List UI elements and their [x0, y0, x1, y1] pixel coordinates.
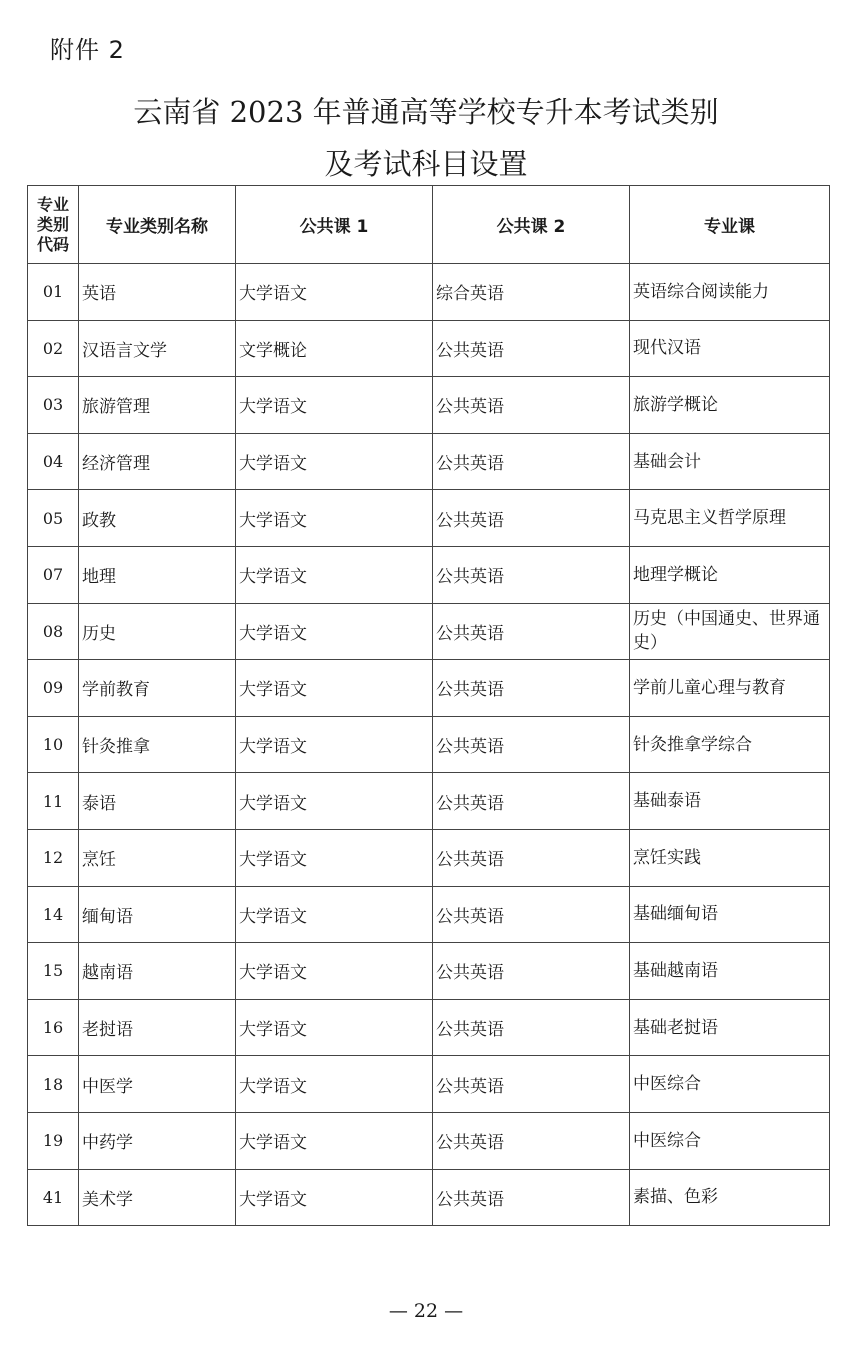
table-row — [28, 886, 830, 943]
table-row — [28, 716, 830, 773]
cell-major: 烹饪实践 — [630, 829, 830, 886]
cell-code: 05 — [28, 490, 79, 547]
cell-public-2: 公共英语 — [433, 546, 630, 603]
table-header-row — [28, 186, 830, 264]
cell-name: 英语 — [79, 264, 236, 321]
cell-major: 中医综合 — [630, 1056, 830, 1113]
column-header-name: 专业类别名称 — [79, 186, 236, 264]
cell-name: 美术学 — [79, 1169, 236, 1226]
cell-code: 07 — [28, 546, 79, 603]
cell-name: 中医学 — [79, 1056, 236, 1113]
table-row — [28, 433, 830, 490]
table-row — [28, 773, 830, 830]
cell-public-1: 大学语文 — [236, 490, 433, 547]
column-header-code — [28, 186, 79, 264]
cell-public-1: 大学语文 — [236, 999, 433, 1056]
cell-code: 09 — [28, 660, 79, 717]
cell-public-1: 大学语文 — [236, 1169, 433, 1226]
cell-public-2: 综合英语 — [433, 264, 630, 321]
cell-major: 基础会计 — [630, 433, 830, 490]
cell-major: 马克思主义哲学原理 — [630, 490, 830, 547]
cell-public-1: 大学语文 — [236, 886, 433, 943]
cell-code: 04 — [28, 433, 79, 490]
code-header-line: 代码 — [36, 234, 69, 254]
cell-code: 02 — [28, 320, 79, 377]
cell-code: 14 — [28, 886, 79, 943]
column-header-public-1: 公共课 1 — [236, 186, 433, 264]
table-row — [28, 320, 830, 377]
attachment-label: 附件 2 — [50, 36, 125, 64]
cell-code: 15 — [28, 943, 79, 1000]
cell-public-1: 大学语文 — [236, 829, 433, 886]
cell-public-1: 大学语文 — [236, 1056, 433, 1113]
cell-name: 烹饪 — [79, 829, 236, 886]
table-row — [28, 999, 830, 1056]
page-title: 云南省 2023 年普通高等学校专升本考试类别 — [133, 95, 719, 129]
cell-public-2: 公共英语 — [433, 660, 630, 717]
table-body — [28, 264, 830, 1226]
table-row — [28, 603, 830, 660]
cell-name: 政教 — [79, 490, 236, 547]
cell-public-1: 大学语文 — [236, 660, 433, 717]
table-row — [28, 829, 830, 886]
exam-subjects-table — [27, 185, 830, 1226]
cell-name: 缅甸语 — [79, 886, 236, 943]
cell-public-2: 公共英语 — [433, 320, 630, 377]
table-row — [28, 264, 830, 321]
cell-code: 12 — [28, 829, 79, 886]
cell-public-1: 大学语文 — [236, 433, 433, 490]
cell-public-1: 大学语文 — [236, 603, 433, 660]
cell-public-1: 大学语文 — [236, 377, 433, 434]
table-row — [28, 1169, 830, 1226]
cell-code: 08 — [28, 603, 79, 660]
page-number: — 22 — — [388, 1300, 464, 1322]
cell-name: 针灸推拿 — [79, 716, 236, 773]
cell-major: 基础缅甸语 — [630, 886, 830, 943]
cell-major: 英语综合阅读能力 — [630, 264, 830, 321]
cell-public-1: 大学语文 — [236, 943, 433, 1000]
cell-public-1: 大学语文 — [236, 546, 433, 603]
cell-major: 地理学概论 — [630, 546, 830, 603]
cell-public-1: 大学语文 — [236, 716, 433, 773]
cell-public-2: 公共英语 — [433, 886, 630, 943]
cell-major: 历史（中国通史、世界通史） — [630, 603, 830, 660]
cell-public-2: 公共英语 — [433, 773, 630, 830]
cell-code: 18 — [28, 1056, 79, 1113]
cell-public-2: 公共英语 — [433, 943, 630, 1000]
cell-name: 历史 — [79, 603, 236, 660]
cell-public-2: 公共英语 — [433, 490, 630, 547]
cell-code: 19 — [28, 1112, 79, 1169]
cell-name: 经济管理 — [79, 433, 236, 490]
cell-major: 素描、色彩 — [630, 1169, 830, 1226]
table-row — [28, 377, 830, 434]
cell-name: 越南语 — [79, 943, 236, 1000]
cell-code: 01 — [28, 264, 79, 321]
cell-code: 16 — [28, 999, 79, 1056]
cell-code: 11 — [28, 773, 79, 830]
cell-public-2: 公共英语 — [433, 377, 630, 434]
cell-major: 基础泰语 — [630, 773, 830, 830]
column-header-major: 专业课 — [630, 186, 830, 264]
cell-name: 地理 — [79, 546, 236, 603]
cell-name: 旅游管理 — [79, 377, 236, 434]
cell-code: 03 — [28, 377, 79, 434]
code-header-line: 专业 — [36, 194, 69, 214]
cell-public-2: 公共英语 — [433, 433, 630, 490]
cell-public-1: 大学语文 — [236, 773, 433, 830]
cell-major: 基础越南语 — [630, 943, 830, 1000]
cell-major: 学前儿童心理与教育 — [630, 660, 830, 717]
cell-major: 旅游学概论 — [630, 377, 830, 434]
cell-name: 中药学 — [79, 1112, 236, 1169]
cell-public-2: 公共英语 — [433, 1169, 630, 1226]
cell-name: 老挝语 — [79, 999, 236, 1056]
cell-public-1: 大学语文 — [236, 264, 433, 321]
cell-name: 泰语 — [79, 773, 236, 830]
cell-public-2: 公共英语 — [433, 1112, 630, 1169]
cell-public-1: 文学概论 — [236, 320, 433, 377]
code-header-line: 类别 — [36, 214, 69, 234]
table-row — [28, 546, 830, 603]
cell-public-2: 公共英语 — [433, 829, 630, 886]
table-row — [28, 1112, 830, 1169]
cell-public-2: 公共英语 — [433, 603, 630, 660]
cell-name: 汉语言文学 — [79, 320, 236, 377]
table-row — [28, 490, 830, 547]
cell-public-1: 大学语文 — [236, 1112, 433, 1169]
column-header-public-2: 公共课 2 — [433, 186, 630, 264]
cell-code: 41 — [28, 1169, 79, 1226]
cell-major: 基础老挝语 — [630, 999, 830, 1056]
cell-major: 中医综合 — [630, 1112, 830, 1169]
cell-public-2: 公共英语 — [433, 999, 630, 1056]
cell-public-2: 公共英语 — [433, 716, 630, 773]
cell-public-2: 公共英语 — [433, 1056, 630, 1113]
cell-major: 现代汉语 — [630, 320, 830, 377]
page-subtitle: 及考试科目设置 — [324, 147, 528, 181]
table-row — [28, 660, 830, 717]
table-row — [28, 1056, 830, 1113]
cell-name: 学前教育 — [79, 660, 236, 717]
cell-major: 针灸推拿学综合 — [630, 716, 830, 773]
table-row — [28, 943, 830, 1000]
cell-code: 10 — [28, 716, 79, 773]
